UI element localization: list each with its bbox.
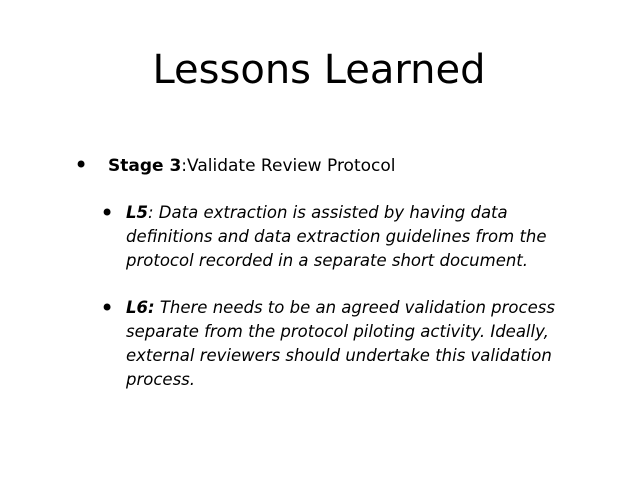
lesson-label: L6: <box>126 298 155 317</box>
slide-title: Lessons Learned <box>152 47 486 93</box>
lesson-text: : Data extraction is assisted by having data definitions and data extraction guidelines from the protocol recorded in a separate short document. <box>126 203 547 270</box>
bullet-dot: • <box>74 151 89 179</box>
stage-description: :Validate Review Protocol <box>181 156 396 176</box>
sub-bullet-l5 <box>100 201 580 273</box>
bullet-stage-3 <box>74 153 614 179</box>
sub-bullet-text <box>126 296 580 392</box>
sub-bullet-l6 <box>100 296 580 392</box>
bullet-dot: • <box>100 294 115 322</box>
lesson-text: There needs to be an agreed validation process separate from the protocol piloting activity. Ideally, external reviewers should undertake this validation process. <box>126 298 555 389</box>
bullet-text <box>108 153 614 179</box>
lesson-label: L5 <box>126 203 148 222</box>
stage-label: Stage 3 <box>108 156 182 176</box>
sub-bullet-text <box>126 201 580 273</box>
bullet-dot: • <box>100 199 115 227</box>
